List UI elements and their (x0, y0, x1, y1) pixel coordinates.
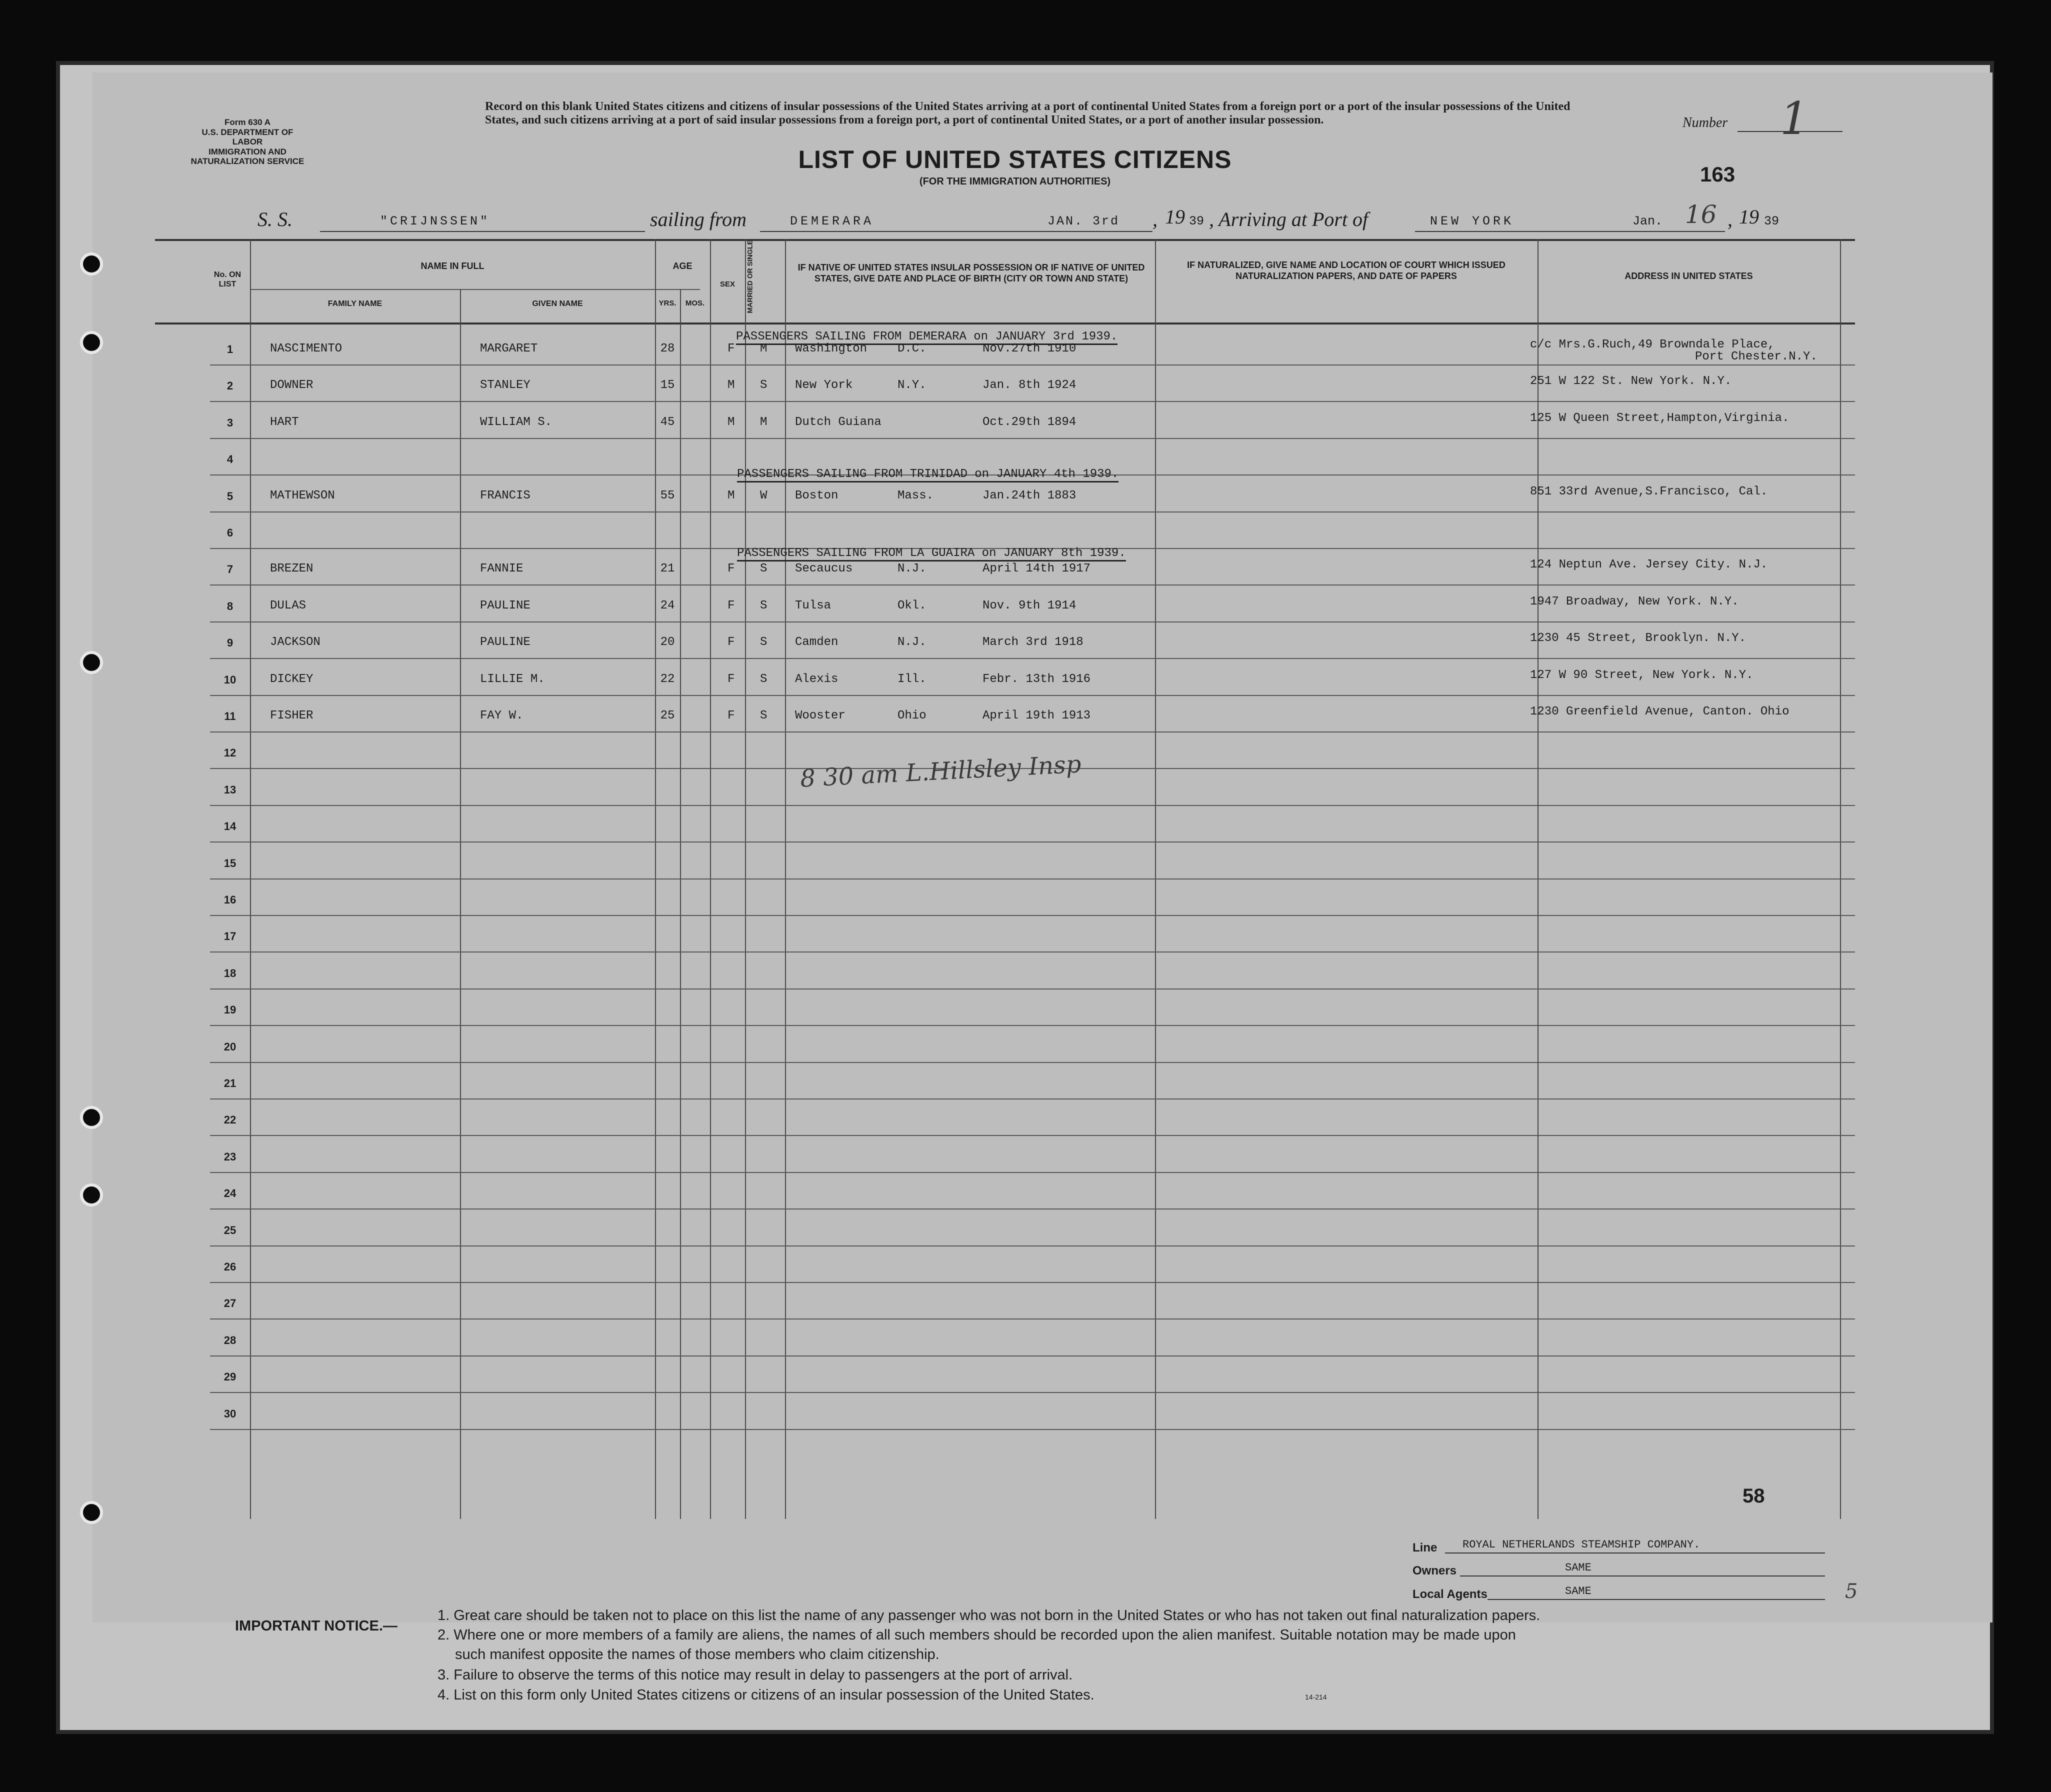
side-mark: 5 (1845, 1580, 1858, 1603)
sex: F (728, 562, 735, 576)
row-number: 21 (224, 1077, 236, 1090)
marital-status: M (760, 342, 768, 356)
age: 21 (660, 562, 675, 576)
row-line (210, 1282, 1855, 1283)
birth-date: Nov. 9th 1914 (982, 598, 1076, 612)
row-number: 12 (224, 746, 236, 760)
notice-item-2b: such manifest opposite the names of those members who claim citizenship. (455, 1646, 940, 1662)
row-number: 28 (224, 1334, 236, 1346)
marital-status: S (760, 562, 768, 576)
birth-state: N.Y. (898, 378, 926, 392)
row-number: 5 (226, 490, 234, 502)
arriving-label: , Arriving at Port of (1209, 208, 1368, 230)
address: 1947 Broadway, New York. N.Y. (1530, 594, 1739, 608)
table-top (155, 239, 1855, 241)
form-number: Form 630 A (224, 118, 270, 127)
handwritten-note: 8 30 am L.Hillsley Insp (799, 750, 1082, 793)
owners-value: SAME (1565, 1562, 1592, 1574)
sex: F (728, 598, 735, 612)
row-number: 18 (224, 966, 236, 980)
row-line (210, 915, 1855, 916)
given-name: PAULINE (480, 636, 530, 650)
line-value: ROYAL NETHERLANDS STEAMSHIP COMPANY. (1462, 1538, 1700, 1551)
row-line (210, 401, 1855, 402)
col-sex: SEX (720, 280, 735, 288)
ss-label: S. S. (258, 208, 292, 230)
print-code: 14-214 (1305, 1693, 1327, 1701)
arrival-month: Jan. (1632, 214, 1663, 228)
service-line1: IMMIGRATION AND (208, 146, 286, 156)
row-line (210, 878, 1855, 880)
col-address: ADDRESS IN UNITED STATES (1624, 271, 1753, 281)
birth-date: Febr. 13th 1916 (982, 672, 1091, 686)
birth-date: April 14th 1917 (982, 562, 1091, 576)
col-divider (460, 289, 461, 1519)
binder-hole (80, 1501, 103, 1524)
birth-date: Jan. 8th 1924 (982, 378, 1076, 392)
line-label: Line (1412, 1541, 1438, 1554)
notice-item-1: 1. Great care should be taken not to place on this list the name of any passenger who was not born in the United States or who has not taken out final naturalization papers. (438, 1608, 1540, 1624)
date-underline (1040, 231, 1152, 232)
section-trinidad: PASSENGERS SAILING FROM TRINIDAD on JANUARY 4th 1939. (737, 468, 1118, 482)
notice-item-4: 4. List on this form only United States citizens or citizens of an insular possession of the United States. (438, 1687, 1094, 1703)
birth-city: New York (795, 378, 853, 392)
row-number: 27 (224, 1297, 236, 1310)
col-family-name: FAMILY NAME (328, 300, 382, 308)
binder-hole (80, 1184, 103, 1206)
age: 28 (660, 342, 675, 356)
row-number: 2 (226, 380, 234, 392)
birth-date: March 3rd 1918 (982, 636, 1084, 650)
family-name: HART (270, 415, 299, 429)
year-prefix: , (1152, 208, 1158, 230)
from-port: DEMERARA (790, 214, 874, 228)
section-demerara: PASSENGERS SAILING FROM DEMERARA on JANUARY 3rd 1939. (736, 330, 1118, 345)
row-line (210, 438, 1855, 439)
agents-label: Local Agents (1412, 1588, 1488, 1601)
birth-date: Nov.27th 1910 (982, 342, 1076, 356)
arrival-port: NEW YORK (1430, 214, 1514, 228)
family-name: DOWNER (270, 378, 314, 392)
marital-status: S (760, 709, 768, 722)
address: 127 W 90 Street, New York. N.Y. (1530, 668, 1754, 682)
given-name: MARGARET (480, 342, 538, 356)
col-married: MARRIED OR SINGLE (746, 240, 754, 314)
family-name: JACKSON (270, 636, 320, 650)
sex: F (728, 342, 735, 356)
address: 1230 Greenfield Avenue, Canton. Ohio (1530, 705, 1790, 718)
row-number: 8 (226, 600, 234, 612)
row-number: 24 (224, 1187, 236, 1200)
col-naturalized: IF NATURALIZED, GIVE NAME AND LOCATION OF COURT WHICH ISSUED NATURALIZATION PAPERS, AND DATE OF PAPERS (1187, 260, 1506, 281)
age: 25 (660, 709, 675, 722)
age: 22 (660, 672, 675, 686)
age: 55 (660, 488, 675, 502)
arrival-year-prefix: 19 (1739, 206, 1759, 228)
given-name: FAY W. (480, 709, 524, 722)
family-name: NASCIMENTO (270, 342, 342, 356)
address: 124 Neptun Ave. Jersey City. N.J. (1530, 558, 1768, 572)
row-line (210, 805, 1855, 806)
row-line (210, 988, 1855, 990)
notice-label: IMPORTANT NOTICE.— (235, 1618, 398, 1634)
address: 851 33rd Avenue,S.Francisco, Cal. (1530, 484, 1768, 498)
given-name: WILLIAM S. (480, 415, 552, 429)
binder-hole (80, 1106, 103, 1129)
address: c/c Mrs.G.Ruch,49 Browndale Place, (1530, 338, 1775, 352)
row-number: 23 (224, 1150, 236, 1163)
address: 1230 45 Street, Brooklyn. N.Y. (1530, 632, 1746, 646)
row-number: 30 (224, 1407, 236, 1420)
row-line (210, 1208, 1855, 1210)
table-head-split (250, 289, 700, 290)
number-value: 1 (1780, 92, 1809, 145)
given-name: PAULINE (480, 598, 530, 612)
arrival-underline (1625, 231, 1725, 232)
number-label: Number (1682, 115, 1728, 130)
notice-label-text: IMPORTANT NOTICE. (235, 1618, 383, 1634)
ship-name: "CRIJNSSEN" (380, 214, 490, 228)
col-given-name: GIVEN NAME (532, 300, 583, 308)
address: 125 W Queen Street,Hampton,Virginia. (1530, 411, 1790, 425)
comma: , (1728, 208, 1732, 230)
binder-hole (80, 651, 103, 674)
sailing-label: sailing from (650, 208, 746, 230)
row-number: 6 (226, 526, 234, 539)
family-name: DULAS (270, 598, 306, 612)
row-number: 1 (226, 343, 234, 356)
birth-city: Camden (795, 636, 838, 650)
col-no: No. ON LIST (214, 270, 242, 289)
row-line (210, 1429, 1855, 1430)
section-la-guaira: PASSENGERS SAILING FROM LA GUAIRA on JANUARY 8th 1939. (737, 546, 1126, 562)
row-number: 4 (226, 453, 234, 466)
arrival-year: 39 (1764, 214, 1780, 228)
service-line2: NATURALIZATION SERVICE (190, 156, 304, 166)
row-number: 11 (224, 710, 236, 722)
row-line (210, 364, 1855, 366)
birth-state: Okl. (898, 598, 926, 612)
row-number: 9 (226, 636, 234, 650)
row-line (210, 658, 1855, 659)
marital-status: S (760, 598, 768, 612)
row-number: 7 (226, 563, 234, 576)
row-line (210, 1025, 1855, 1026)
birth-city: Tulsa (795, 598, 832, 612)
given-name: LILLIE M. (480, 672, 545, 686)
birth-date: April 19th 1913 (982, 709, 1091, 722)
form-info (188, 118, 308, 166)
row-number: 20 (224, 1040, 236, 1053)
row-number: 29 (224, 1370, 236, 1384)
birth-state: Ill. (898, 672, 926, 686)
birth-state: N.J. (898, 562, 926, 576)
address-line2: Port Chester.N.Y. (1695, 350, 1818, 364)
row-number: 3 (226, 416, 234, 429)
page-mark: 58 (1742, 1485, 1765, 1507)
owners-label: Owners (1412, 1564, 1457, 1578)
department: U.S. DEPARTMENT OF LABOR (202, 127, 294, 147)
sex: M (728, 488, 735, 502)
birth-city: Boston (795, 488, 838, 502)
birth-state: N.J. (898, 636, 926, 650)
sex: F (728, 709, 735, 722)
sail-year: 39 (1189, 214, 1204, 228)
birth-city: Wooster (795, 709, 846, 722)
sail-date: JAN. 3rd (1048, 214, 1120, 228)
family-name: MATHEWSON (270, 488, 335, 502)
marital-status: S (760, 672, 768, 686)
row-line (210, 1392, 1855, 1393)
age: 45 (660, 415, 675, 429)
notice-item-3: 3. Failure to observe the terms of this notice may result in delay to passengers at the port of arrival. (438, 1667, 1073, 1683)
birth-city: Washington (795, 342, 868, 356)
birth-city: Dutch Guiana (795, 415, 882, 429)
birth-city: Secaucus (795, 562, 853, 576)
row-number: 10 (224, 673, 236, 686)
sex: M (728, 378, 735, 392)
given-name: FRANCIS (480, 488, 530, 502)
col-mos: MOS. (685, 299, 705, 308)
binder-hole (80, 252, 103, 276)
given-name: STANLEY (480, 378, 530, 392)
row-line (210, 1135, 1855, 1136)
row-number: 26 (224, 1260, 236, 1273)
table-header-bottom (155, 322, 1855, 324)
page-title: LIST OF UNITED STATES CITIZENS (798, 146, 1232, 174)
row-number: 16 (224, 894, 236, 906)
row-number: 14 (224, 820, 236, 833)
marital-status: W (760, 488, 768, 502)
ship-underline (320, 231, 645, 232)
record-note: Record on this blank United States citizens and citizens of insular possessions of the United States arriving at a port of continental United States from a foreign port or a port of the insular possessions of the United States, and such citizens arriving at a port of said insular possessions from a foreign port, a port of continental United States, or a port of another insular possession. (485, 100, 1570, 126)
marital-status: M (760, 415, 768, 429)
col-birth: IF NATIVE OF UNITED STATES INSULAR POSSESSION OR IF NATIVE OF UNITED STATES, GIVE DATE AND PLACE OF BIRTH (CITY OR TOWN AND STATE) (798, 262, 1145, 284)
birth-date: Oct.29th 1894 (982, 415, 1076, 429)
marital-status: S (760, 636, 768, 650)
from-underline (760, 231, 1050, 232)
row-number: 22 (224, 1114, 236, 1126)
line-underline (1445, 1552, 1825, 1554)
age: 20 (660, 636, 675, 650)
birth-city: Alexis (795, 672, 838, 686)
row-line (210, 1172, 1855, 1173)
col-yrs: YRS. (658, 299, 676, 308)
row-line (210, 1318, 1855, 1320)
address: 251 W 122 St. New York. N.Y. (1530, 374, 1732, 388)
row-line (210, 584, 1855, 586)
family-name: FISHER (270, 709, 314, 722)
family-name: BREZEN (270, 562, 314, 576)
family-name: DICKEY (270, 672, 314, 686)
birth-date: Jan.24th 1883 (982, 488, 1076, 502)
row-line (210, 695, 1855, 696)
notice-item-2: 2. Where one or more members of a family are aliens, the names of all such members should be recorded upon the alien manifest. Suitable notation may be made upon (438, 1627, 1516, 1643)
birth-state: Mass. (898, 488, 934, 502)
page-subtitle: (FOR THE IMMIGRATION AUTHORITIES) (919, 176, 1111, 187)
marital-status: S (760, 378, 768, 392)
sex: F (728, 636, 735, 650)
port-underline (1415, 231, 1625, 232)
arrival-day: 16 (1685, 200, 1717, 229)
row-number: 19 (224, 1004, 236, 1016)
agents-value: SAME (1565, 1585, 1592, 1598)
row-line (210, 1062, 1855, 1063)
row-number: 15 (224, 856, 236, 870)
sex: F (728, 672, 735, 686)
given-name: FANNIE (480, 562, 524, 576)
agents-underline (1488, 1599, 1825, 1600)
row-number: 13 (224, 783, 236, 796)
col-age: AGE (672, 261, 692, 271)
age: 15 (660, 378, 675, 392)
row-number: 17 (224, 930, 236, 943)
stamp-number: 163 (1700, 162, 1736, 186)
sail-year-prefix: 19 (1165, 206, 1185, 228)
row-number: 25 (224, 1224, 236, 1236)
row-line (210, 1098, 1855, 1100)
sex: M (728, 415, 735, 429)
birth-state: D.C. (898, 342, 926, 356)
col-divider (680, 289, 681, 1519)
birth-state: Ohio (898, 709, 926, 722)
binder-hole (80, 331, 103, 354)
age: 24 (660, 598, 675, 612)
col-name-in-full: NAME IN FULL (420, 261, 484, 271)
